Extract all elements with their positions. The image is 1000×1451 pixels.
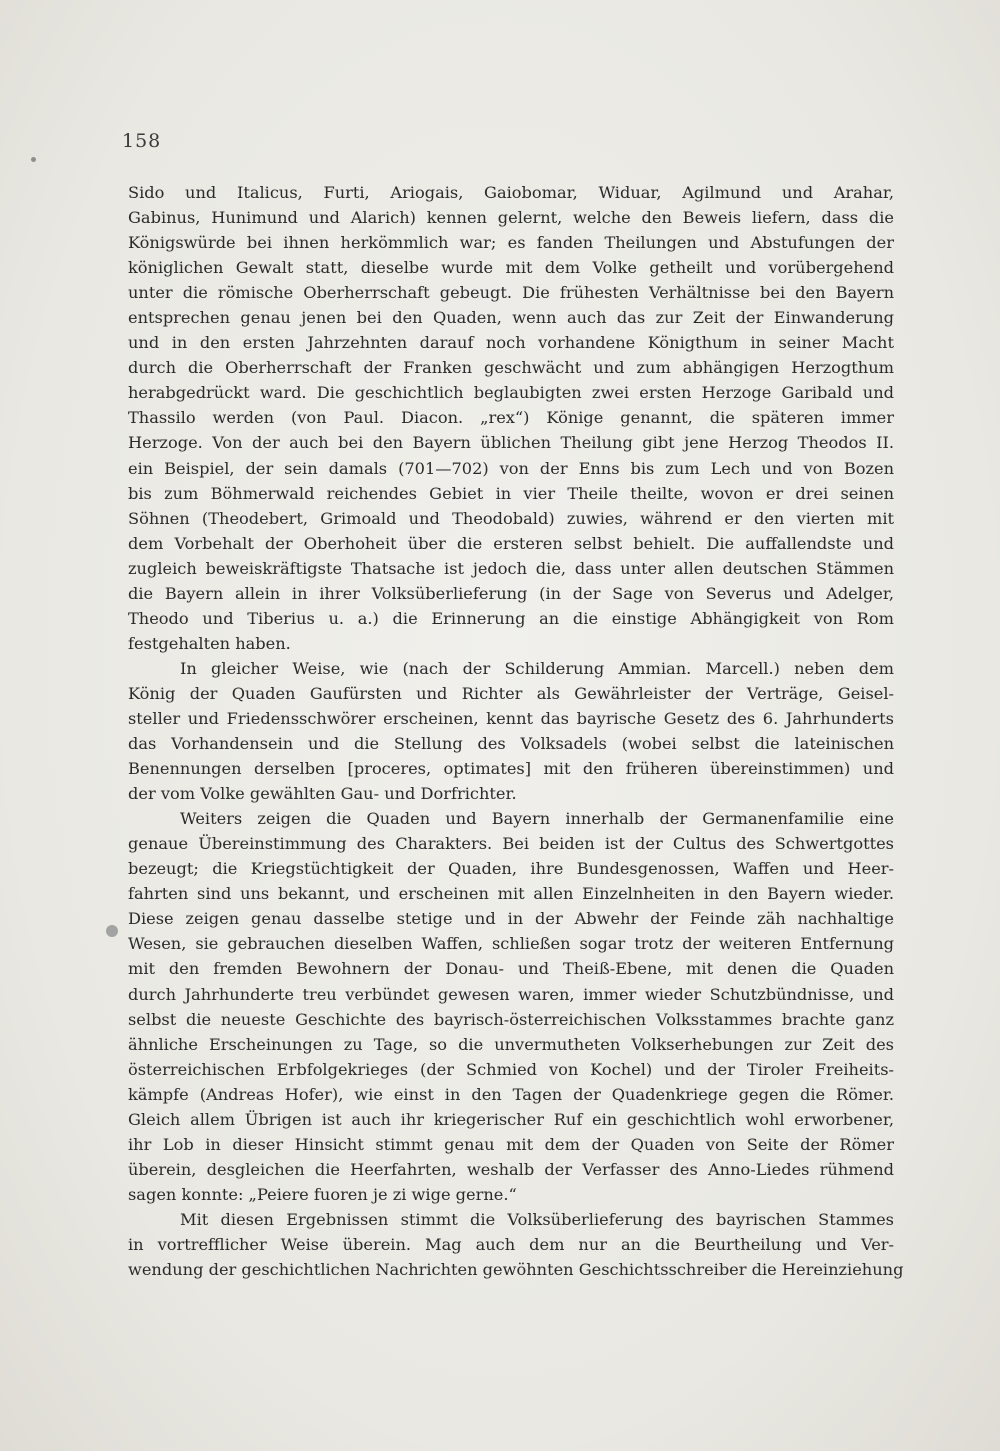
ink-speck: [31, 157, 36, 162]
text-line: Gabinus, Hunimund und Alarich) kennen gelernt, welche den Beweis liefern, dass die: [128, 208, 894, 228]
text-line: mit den fremden Bewohnern der Donau- und Theiß-Ebene, mit denen die Quaden: [128, 959, 894, 979]
paragraph: [128, 1207, 904, 1282]
text-line: festgehalten haben.: [128, 633, 291, 653]
text-line: Gleich allem Übrigen ist auch ihr kriegerischer Ruf ein geschichtlich wohl erworbener,: [128, 1109, 894, 1129]
text-line: selbst die neueste Geschichte des bayrisch-österreichischen Volksstammes brachte ganz: [128, 1009, 894, 1029]
text-line: bezeugt; die Kriegstüchtigkeit der Quaden, ihre Bundesgenossen, Waffen und Heer-: [128, 859, 894, 879]
text-line: genaue Übereinstimmung des Charakters. Bei beiden ist der Cultus des Schwertgottes: [128, 834, 894, 854]
text-line: der vom Volke gewählten Gau- und Dorfrichter.: [128, 784, 517, 804]
text-line: wendung der geschichtlichen Nachrichten gewöhnten Geschichtsschreiber die Hereinziehung: [128, 1260, 904, 1280]
text-line: fahrten sind uns bekannt, und erscheinen mit allen Einzelnheiten in den Bayern wieder.: [128, 884, 894, 904]
paragraph: [128, 806, 894, 1207]
text-line: Königswürde bei ihnen herkömmlich war; es fanden Theilungen und Abstufungen der: [128, 233, 894, 253]
text-line: die Bayern allein in ihrer Volksüberlieferung (in der Sage von Severus und Adelger,: [128, 583, 894, 603]
text-line: österreichischen Erbfolgekrieges (der Schmied von Kochel) und der Tiroler Freiheits-: [128, 1059, 894, 1079]
paragraph: [128, 180, 894, 656]
text-line: königlichen Gewalt statt, dieselbe wurde mit dem Volke getheilt und vorübergehend: [128, 258, 894, 278]
text-line: Mit diesen Ergebnissen stimmt die Volksüberlieferung des bayrischen Stammes: [180, 1209, 894, 1229]
text-line: kämpfe (Andreas Hofer), wie einst in den Tagen der Quadenkriege gegen die Römer.: [128, 1084, 894, 1104]
text-line: In gleicher Weise, wie (nach der Schilderung Ammian. Marcell.) neben dem: [180, 658, 894, 678]
text-line: überein, desgleichen die Heerfahrten, weshalb der Verfasser des Anno-Liedes rühmend: [128, 1159, 894, 1179]
text-line: durch die Oberherrschaft der Franken geschwächt und zum abhängigen Herzogthum: [128, 358, 894, 378]
text-line: in vortrefflicher Weise überein. Mag auch dem nur an die Beurtheilung und Ver-: [128, 1234, 894, 1254]
text-line: Söhnen (Theodebert, Grimoald und Theodobald) zuwies, während er den vierten mit: [128, 508, 894, 528]
page-number: 158: [122, 130, 162, 152]
text-line: entsprechen genau jenen bei den Quaden, wenn auch das zur Zeit der Einwanderung: [128, 308, 894, 328]
text-line: dem Vorbehalt der Oberhoheit über die ersteren selbst behielt. Die auffallendste und: [128, 533, 894, 553]
paragraph: [128, 656, 894, 806]
text-line: unter die römische Oberherrschaft gebeugt. Die frühesten Verhältnisse bei den Bayern: [128, 283, 894, 303]
text-line: Weiters zeigen die Quaden und Bayern innerhalb der Germanenfamilie eine: [180, 809, 894, 829]
text-line: ein Beispiel, der sein damals (701—702) von der Enns bis zum Lech und von Bozen: [128, 458, 894, 478]
text-line: bis zum Böhmerwald reichendes Gebiet in vier Theile theilte, wovon er drei seinen: [128, 483, 894, 503]
text-line: Sido und Italicus, Furti, Ariogais, Gaiobomar, Widuar, Agilmund und Arahar,: [128, 183, 894, 202]
text-line: herabgedrückt ward. Die geschichtlich beglaubigten zwei ersten Herzoge Garibald und: [128, 383, 894, 403]
text-line: Benennungen derselben [proceres, optimates] mit den früheren übereinstimmen) und: [128, 759, 894, 779]
body-text: [128, 180, 904, 1282]
text-line: König der Quaden Gaufürsten und Richter als Gewährleister der Verträge, Geisel-: [128, 683, 894, 703]
text-line: zugleich beweiskräftigste Thatsache ist jedoch die, dass unter allen deutschen Stämmen: [128, 558, 894, 578]
text-line: Herzoge. Von der auch bei den Bayern üblichen Theilung gibt jene Herzog Theodos II.: [128, 433, 894, 453]
text-line: das Vorhandensein und die Stellung des Volksadels (wobei selbst die lateinischen: [128, 734, 894, 754]
text-line: durch Jahrhunderte treu verbündet gewesen waren, immer wieder Schutzbündnisse, und: [128, 984, 894, 1004]
ink-speck: [106, 925, 118, 937]
text-line: sagen konnte: „Peiere fuoren je zi wige gerne.“: [128, 1184, 517, 1204]
text-line: Diese zeigen genau dasselbe stetige und in der Abwehr der Feinde zäh nachhaltige: [128, 909, 894, 929]
text-line: Wesen, sie gebrauchen dieselben Waffen, schließen sogar trotz der weiteren Entfernung: [128, 934, 894, 954]
text-line: ähnliche Erscheinungen zu Tage, so die unvermutheten Volkserhebungen zur Zeit des: [128, 1034, 894, 1054]
text-line: Thassilo werden (von Paul. Diacon. „rex“) Könige genannt, die späteren immer: [128, 408, 894, 428]
text-line: steller und Friedensschwörer erscheinen, kennt das bayrische Gesetz des 6. Jahrhunderts: [128, 708, 894, 728]
text-line: Theodo und Tiberius u. a.) die Erinnerung an die einstige Abhängigkeit von Rom: [128, 608, 894, 628]
text-line: und in den ersten Jahrzehnten darauf noch vorhandene Königthum in seiner Macht: [128, 333, 894, 353]
text-line: ihr Lob in dieser Hinsicht stimmt genau mit dem der Quaden von Seite der Römer: [128, 1134, 894, 1154]
